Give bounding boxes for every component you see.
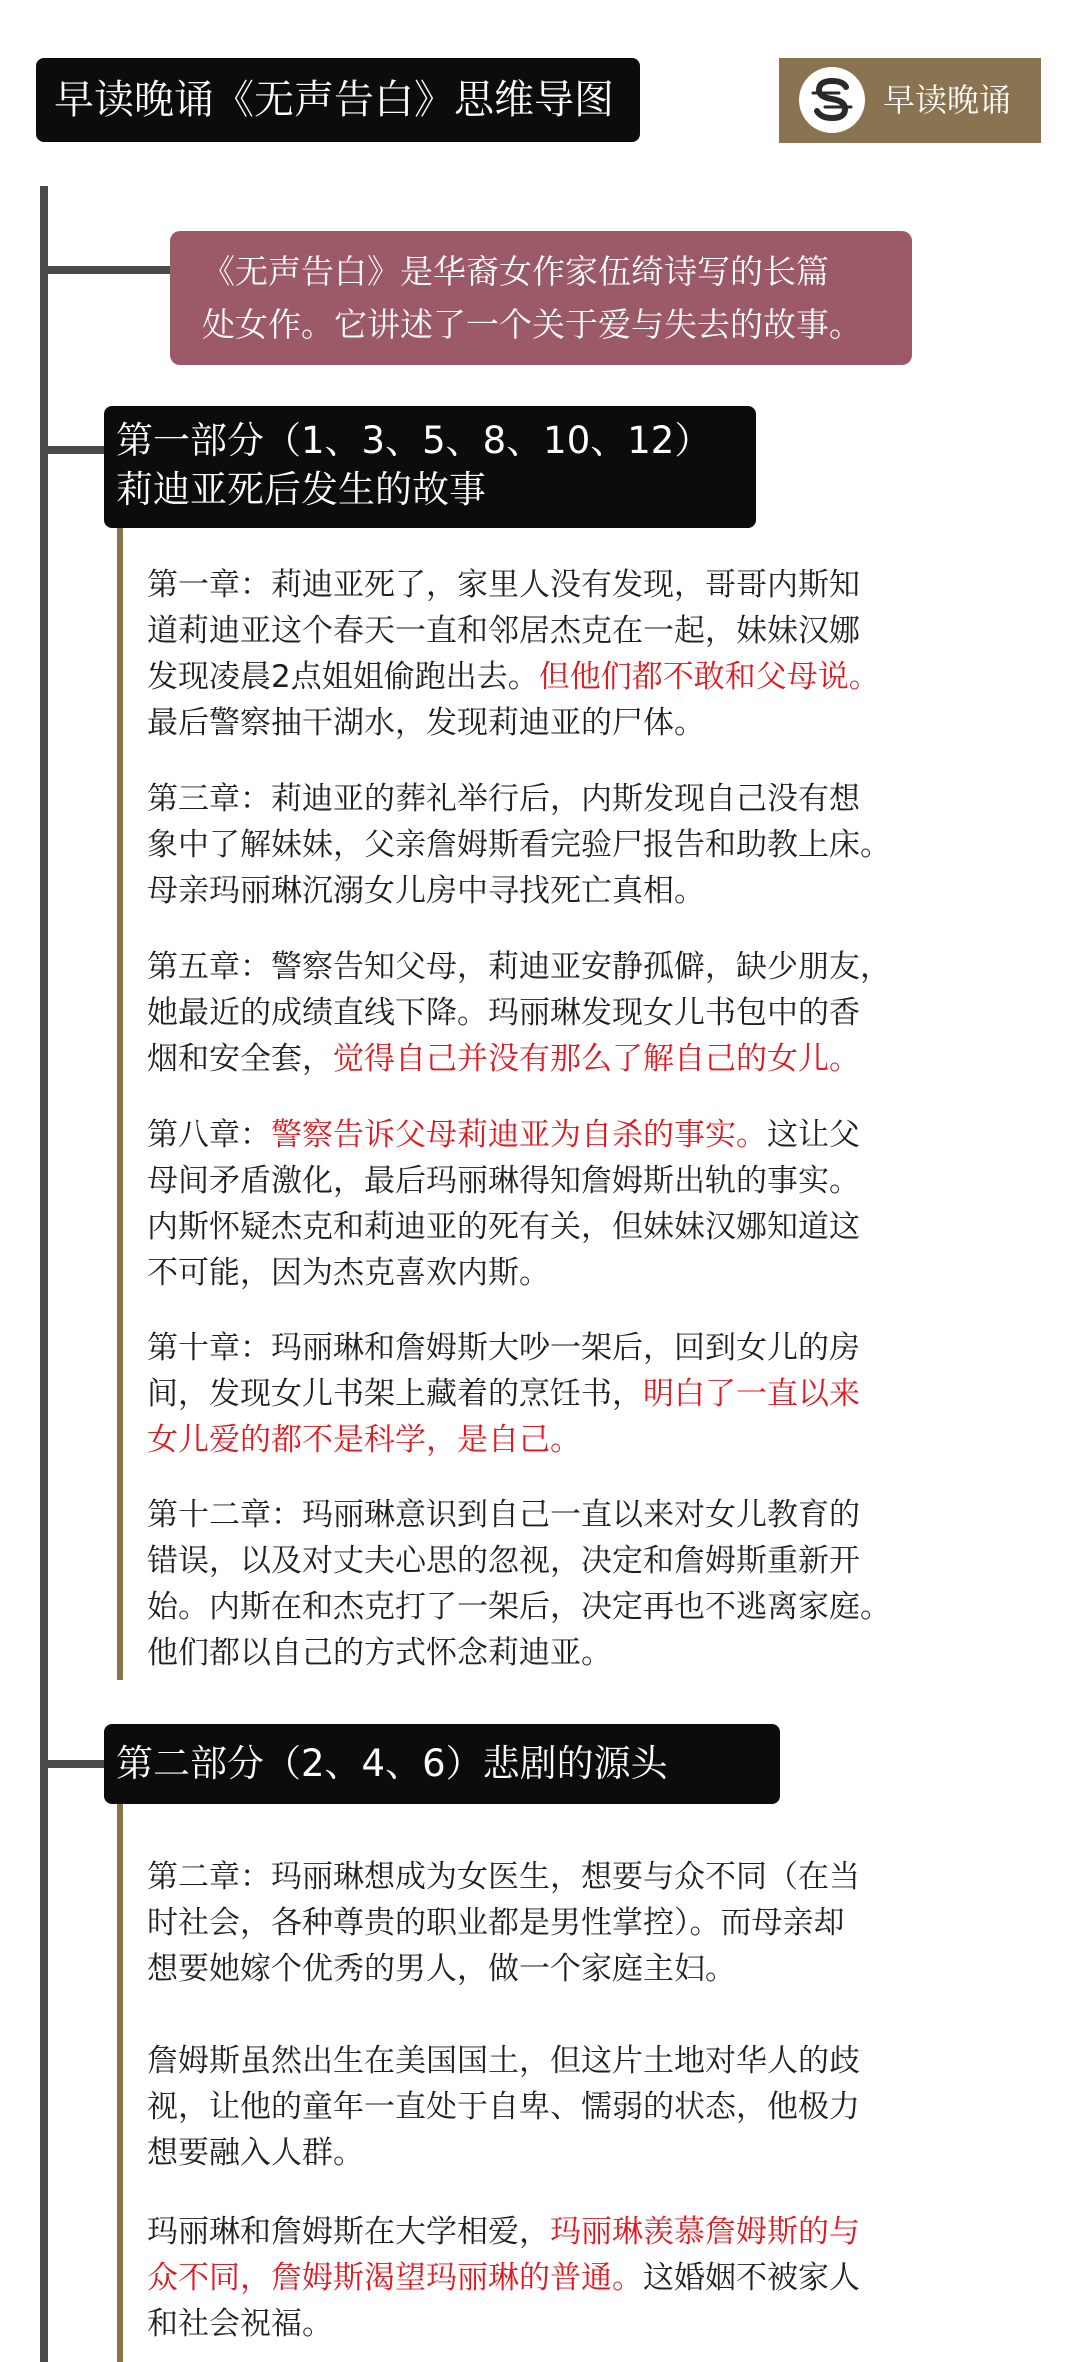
body-text: 母间矛盾激化，最后玛丽琳得知詹姆斯出轨的事实。 (147, 1163, 860, 1199)
paragraph-line (147, 2130, 860, 2176)
highlighted-text: 觉得自己并没有那么了解自己的女儿。 (333, 1041, 860, 1077)
highlighted-text: 众不同，詹姆斯渴望玛丽琳的普通。 (147, 2260, 643, 2296)
part1-heading-line: 第一部分（1、3、5、8、10、12） (116, 419, 712, 462)
brand-badge (779, 58, 1041, 143)
paragraph-line (147, 1112, 860, 1158)
part1-paragraph (147, 1325, 860, 1463)
part1-heading (104, 406, 756, 528)
part1-paragraph (147, 776, 891, 914)
part1-paragraph (147, 562, 880, 746)
paragraph-line (147, 2209, 860, 2255)
body-text: 最后警察抽干湖水，发现莉迪亚的尸体。 (147, 705, 705, 741)
body-text: 第三章：莉迪亚的葬礼举行后，内斯发现自己没有想 (147, 781, 860, 817)
part2-paragraph (147, 1854, 860, 1992)
body-text: 玛丽琳和詹姆斯在大学相爱， (147, 2214, 550, 2250)
paragraph-line (147, 990, 891, 1036)
paragraph-line (147, 944, 891, 990)
part1-sub-branch (117, 528, 123, 1680)
part1-paragraph (147, 1492, 891, 1676)
paragraph-line (147, 2084, 860, 2130)
part2-heading-line: 第二部分（2、4、6）悲剧的源头 (116, 1742, 668, 1785)
body-text: 道莉迪亚这个春天一直和邻居杰克在一起，妹妹汉娜 (147, 613, 860, 649)
body-text: 想要融入人群。 (147, 2135, 364, 2171)
part2-paragraph (147, 2209, 860, 2347)
paragraph-line (147, 2038, 860, 2084)
paragraph-line (147, 1371, 860, 1417)
body-text: 想要她嫁个优秀的男人，做一个家庭主妇。 (147, 1951, 736, 1987)
paragraph-line (147, 1204, 860, 1250)
body-text: 视，让他的童年一直处于自卑、懦弱的状态，他极力 (147, 2089, 860, 2125)
paragraph-line (147, 1584, 891, 1630)
paragraph-line (147, 1854, 860, 1900)
part2-heading (104, 1724, 780, 1804)
highlighted-text: 明白了一直以来 (643, 1376, 860, 1412)
body-text: 他们都以自己的方式怀念莉迪亚。 (147, 1635, 612, 1671)
body-text: 始。内斯在和杰克打了一架后，决定再也不逃离家庭。 (147, 1589, 891, 1625)
part2-paragraph (147, 2038, 860, 2176)
paragraph-line (147, 822, 891, 868)
highlighted-text: 玛丽琳羡慕詹姆斯的与 (550, 2214, 860, 2250)
body-text: 第五章：警察告知父母，莉迪亚安静孤僻，缺少朋友， (147, 949, 891, 985)
part1-heading-line: 莉迪亚死后发生的故事 (116, 468, 486, 511)
paragraph-line (147, 608, 880, 654)
paragraph-line (147, 1538, 891, 1584)
body-text: 第八章： (147, 1117, 271, 1153)
body-text: 第一章：莉迪亚死了，家里人没有发现，哥哥内斯知 (147, 567, 860, 603)
body-text: 母亲玛丽琳沉溺女儿房中寻找死亡真相。 (147, 873, 705, 909)
body-text: 象中了解妹妹，父亲詹姆斯看完验尸报告和助教上床。 (147, 827, 891, 863)
body-text: 第十章：玛丽琳和詹姆斯大吵一架后，回到女儿的房 (147, 1330, 860, 1366)
intro-line: 处女作。它讲述了一个关于爱与失去的故事。 (202, 305, 862, 344)
paragraph-line (147, 868, 891, 914)
mindmap-trunk (40, 186, 48, 2362)
paragraph-line (147, 700, 880, 746)
paragraph-line (147, 1900, 860, 1946)
paragraph-line (147, 2255, 860, 2301)
body-text: 这让父 (767, 1117, 860, 1153)
paragraph-line (147, 1417, 860, 1463)
branch-connector-part1 (44, 446, 106, 454)
part2-sub-branch (117, 1804, 123, 2362)
part1-paragraph (147, 944, 891, 1082)
body-text: 内斯怀疑杰克和莉迪亚的死有关，但妹妹汉娜知道这 (147, 1209, 860, 1245)
body-text: 间，发现女儿书架上藏着的烹饪书， (147, 1376, 643, 1412)
paragraph-line (147, 562, 880, 608)
paragraph-line (147, 2301, 860, 2347)
branch-connector-intro (44, 266, 170, 274)
body-text: 詹姆斯虽然出生在美国国土，但这片土地对华人的歧 (147, 2043, 860, 2079)
body-text: 不可能，因为杰克喜欢内斯。 (147, 1255, 550, 1291)
paragraph-line (147, 1325, 860, 1371)
brand-logo-icon (799, 67, 865, 133)
part1-paragraph (147, 1112, 860, 1296)
page-title: 早读晚诵《无声告白》思维导图 (36, 58, 640, 142)
brand-name: 早读晚诵 (883, 81, 1012, 119)
body-text: 第十二章：玛丽琳意识到自己一直以来对女儿教育的 (147, 1497, 860, 1533)
highlighted-text: 女儿爱的都不是科学，是自己。 (147, 1422, 581, 1458)
intro-line: 《无声告白》是华裔女作家伍绮诗写的长篇 (202, 252, 829, 291)
paragraph-line (147, 1158, 860, 1204)
paragraph-line (147, 1946, 860, 1992)
body-text: 错误，以及对丈夫心思的忽视，决定和詹姆斯重新开 (147, 1543, 860, 1579)
highlighted-text: 警察告诉父母莉迪亚为自杀的事实。 (271, 1117, 767, 1153)
body-text: 烟和安全套， (147, 1041, 333, 1077)
paragraph-line (147, 1250, 860, 1296)
paragraph-line (147, 1036, 891, 1082)
branch-connector-part2 (44, 1760, 106, 1768)
body-text: 第二章：玛丽琳想成为女医生，想要与众不同（在当 (147, 1859, 860, 1895)
highlighted-text: 但他们都不敢和父母说。 (538, 659, 880, 695)
body-text: 这婚姻不被家人 (643, 2260, 860, 2296)
paragraph-line (147, 776, 891, 822)
paragraph-line (147, 1630, 891, 1676)
intro-box (170, 231, 912, 365)
body-text: 和社会祝福。 (147, 2306, 333, 2342)
paragraph-line (147, 1492, 891, 1538)
body-text: 发现凌晨2点姐姐偷跑出去。 (147, 659, 539, 695)
paragraph-line (147, 654, 880, 700)
body-text: 她最近的成绩直线下降。玛丽琳发现女儿书包中的香 (147, 995, 860, 1031)
body-text: 时社会，各种尊贵的职业都是男性掌控）。而母亲却 (147, 1905, 845, 1941)
